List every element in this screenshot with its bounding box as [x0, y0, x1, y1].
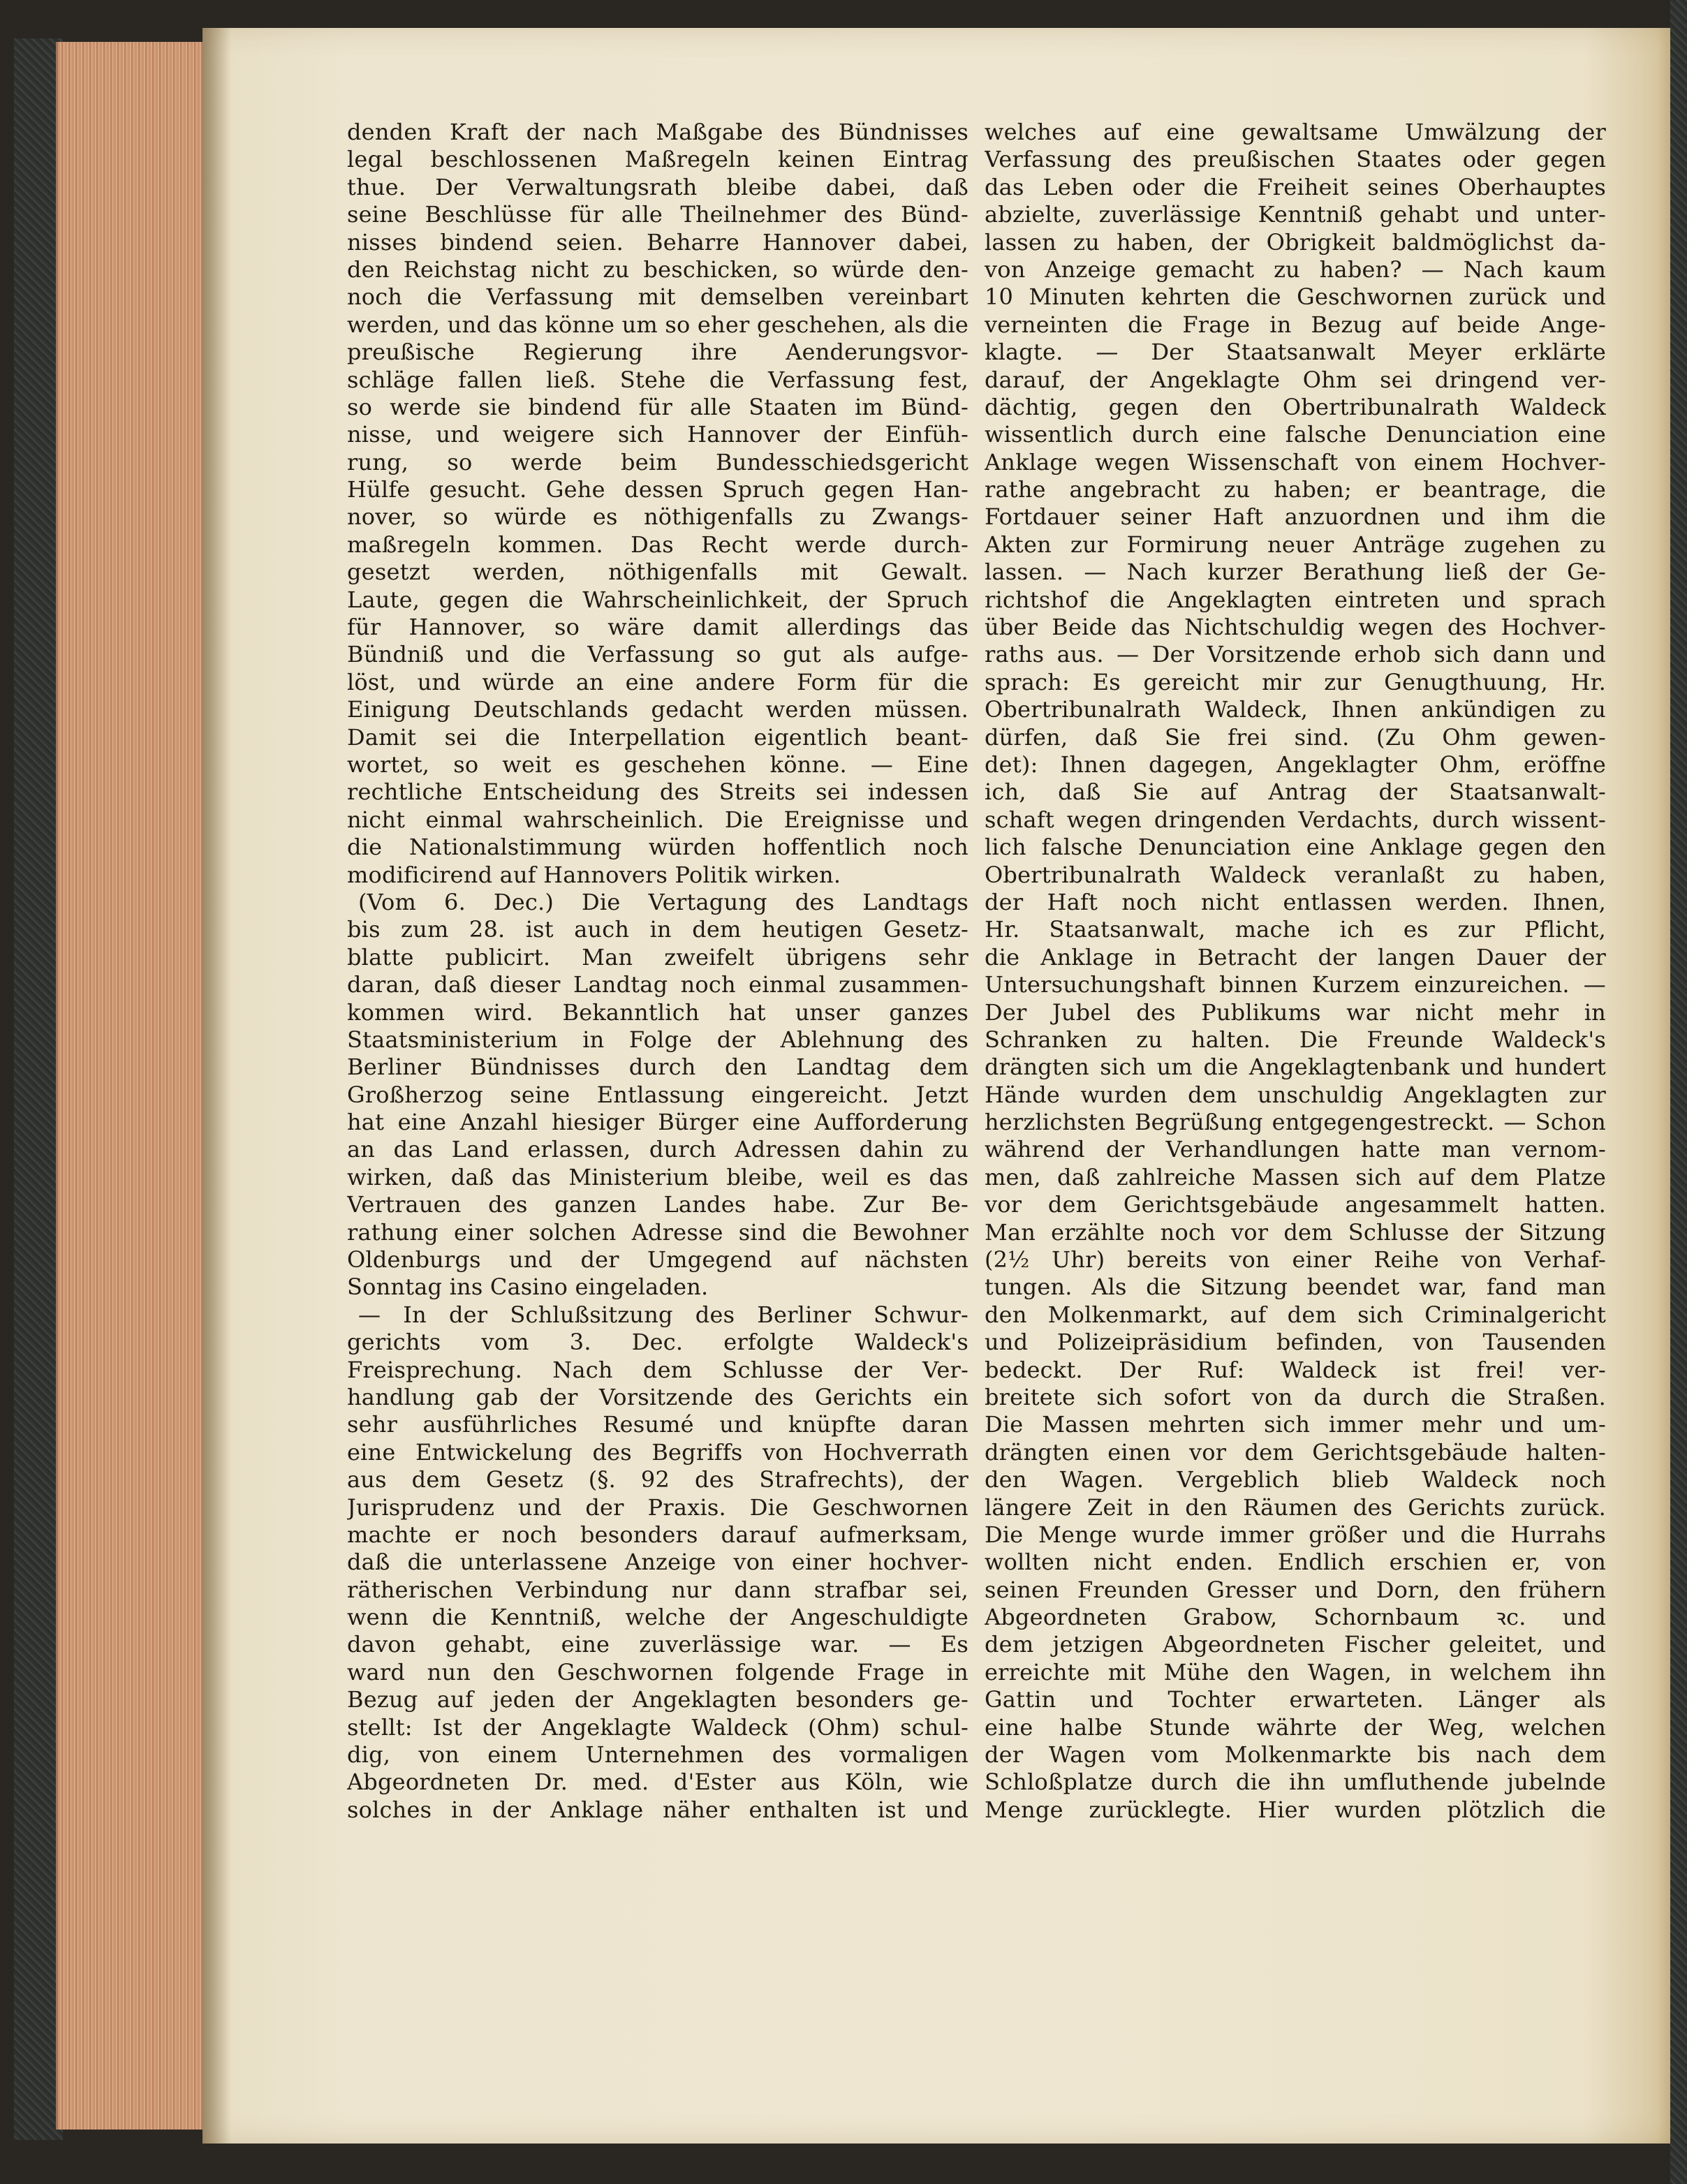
text-line: Fortdauer seiner Haft anzuordnen und ihm die	[985, 503, 1606, 531]
text-line: nicht einmal wahrscheinlich. Die Ereignisse und	[347, 806, 968, 833]
text-line: (Vom 6. Dec.) Die Vertagung des Landtags	[358, 888, 968, 915]
text-line: bis zum 28. ist auch in dem heutigen Gesetz-	[347, 916, 968, 943]
text-column-left	[347, 119, 968, 1824]
text-line: werden, und das könne um so eher geschehen, als die	[347, 311, 968, 338]
text-line: Abgeordneten Grabow, Schornbaum ꝛc. und	[985, 1604, 1606, 1631]
text-line: vor dem Gerichtsgebäude angesammelt hatten.	[985, 1191, 1606, 1218]
text-line: stellt: Ist der Angeklagte Waldeck (Ohm) schul-	[347, 1713, 968, 1741]
text-line: Bezug auf jeden der Angeklagten besonders ge-	[347, 1686, 968, 1713]
text-line: sprach: Es gereicht mir zur Genugthuung, Hr.	[985, 668, 1606, 695]
text-line: Schranken zu halten. Die Freunde Waldeck's	[985, 1026, 1606, 1053]
text-line: Damit sei die Interpellation eigentlich beant-	[347, 723, 968, 751]
text-line: drängten sich um die Angeklagtenbank und hundert	[985, 1054, 1606, 1081]
text-line: Menge zurücklegte. Hier wurden plötzlich die	[985, 1796, 1606, 1823]
book-cover-right	[1670, 0, 1687, 2184]
text-line: preußische Regierung ihre Aenderungsvor-	[347, 339, 968, 366]
text-line: wortet, so weit es geschehen könne. — Eine	[347, 751, 968, 778]
text-line: drängten einen vor dem Gerichtsgebäude halten-	[985, 1438, 1606, 1466]
text-line: Anklage wegen Wissenschaft von einem Hochver-	[985, 448, 1606, 475]
text-line: rechtliche Entscheidung des Streits sei indessen	[347, 779, 968, 806]
text-line: eine halbe Stunde währte der Weg, welchen	[985, 1713, 1606, 1741]
text-line: und Polizeipräsidium befinden, von Tausenden	[985, 1329, 1606, 1356]
text-line: legal beschlossenen Maßregeln keinen Eintrag	[347, 146, 968, 173]
text-line: den Reichstag nicht zu beschicken, so würde den-	[347, 256, 968, 283]
text-line: handlung gab der Vorsitzende des Gerichts ein	[347, 1383, 968, 1410]
text-column-right	[985, 119, 1606, 1824]
text-line: schläge fallen ließ. Stehe die Verfassung fest,	[347, 366, 968, 393]
text-line: Jurisprudenz und der Praxis. Die Geschwornen	[347, 1493, 968, 1521]
text-line: lassen zu haben, der Obrigkeit baldmöglichst da-	[985, 228, 1606, 256]
text-line: rathe angebracht zu haben; er beantrage, die	[985, 476, 1606, 503]
text-line: breitete sich sofort von da durch die Straßen.	[985, 1383, 1606, 1410]
text-line: von Anzeige gemacht zu haben? — Nach kaum	[985, 256, 1606, 283]
text-line: Untersuchungshaft binnen Kurzem einzureichen. —	[985, 971, 1606, 998]
text-line: der Haft noch nicht entlassen werden. Ihnen,	[985, 888, 1606, 915]
text-line: Hr. Staatsanwalt, mache ich es zur Pflicht,	[985, 916, 1606, 943]
text-line: darauf, der Angeklagte Ohm sei dringend ver-	[985, 366, 1606, 393]
text-line: erreichte mit Mühe den Wagen, in welchem ihn	[985, 1658, 1606, 1685]
text-line: die Anklage in Betracht der langen Dauer der	[985, 943, 1606, 971]
text-line: Abgeordneten Dr. med. d'Ester aus Köln, wie	[347, 1769, 968, 1796]
text-line: machte er noch besonders darauf aufmerksam,	[347, 1521, 968, 1548]
text-line: rung, so werde beim Bundesschiedsgericht	[347, 448, 968, 475]
text-line: lich falsche Denunciation eine Anklage gegen den	[985, 834, 1606, 861]
text-line: raths aus. — Der Vorsitzende erhob sich dann und	[985, 641, 1606, 668]
text-line: das Leben oder die Freiheit seines Oberhauptes	[985, 173, 1606, 200]
text-line: men, daß zahlreiche Massen sich auf dem Platze	[985, 1163, 1606, 1190]
text-line: gerichts vom 3. Dec. erfolgte Waldeck's	[347, 1329, 968, 1356]
text-line: ward nun den Geschwornen folgende Frage in	[347, 1658, 968, 1685]
text-line: verneinten die Frage in Bezug auf beide Ange-	[985, 311, 1606, 338]
text-line: wirken, daß das Ministerium bleibe, weil es das	[347, 1163, 968, 1190]
text-line: lassen. — Nach kurzer Berathung ließ der Ge-	[985, 559, 1606, 586]
text-line: nisse, und weigere sich Hannover der Einfüh-	[347, 421, 968, 448]
text-line: längere Zeit in den Räumen des Gerichts zurück.	[985, 1493, 1606, 1521]
text-line: für Hannover, so wäre damit allerdings das	[347, 614, 968, 641]
text-line: den Wagen. Vergeblich blieb Waldeck noch	[985, 1466, 1606, 1493]
text-line: solches in der Anklage näher enthalten ist und	[347, 1796, 968, 1823]
text-line: Berliner Bündnisses durch den Landtag dem	[347, 1054, 968, 1081]
page-edges	[56, 42, 205, 2130]
text-line: Hände wurden dem unschuldig Angeklagten zur	[985, 1081, 1606, 1108]
text-line: über Beide das Nichtschuldig wegen des Hochver-	[985, 614, 1606, 641]
text-line: dächtig, gegen den Obertribunalrath Waldeck	[985, 393, 1606, 420]
text-line: gesetzt werden, nöthigenfalls mit Gewalt.	[347, 559, 968, 586]
text-line: davon gehabt, eine zuverlässige war. — Es	[347, 1631, 968, 1658]
text-line: Laute, gegen die Wahrscheinlichkeit, der Spruch	[347, 586, 968, 613]
text-line: Verfassung des preußischen Staates oder gegen	[985, 146, 1606, 173]
text-line: der Wagen vom Molkenmarkte bis nach dem	[985, 1741, 1606, 1769]
text-line: abzielte, zuverlässige Kenntniß gehabt und unter-	[985, 201, 1606, 228]
text-line: blatte publicirt. Man zweifelt übrigens sehr	[347, 943, 968, 971]
text-line: schaft wegen dringenden Verdachts, durch wissent-	[985, 806, 1606, 833]
text-line: dem jetzigen Abgeordneten Fischer geleitet, und	[985, 1631, 1606, 1658]
text-line: klagte. — Der Staatsanwalt Meyer erklärte	[985, 339, 1606, 366]
text-line: noch die Verfassung mit demselben vereinbart	[347, 283, 968, 311]
text-line: Freisprechung. Nach dem Schlusse der Ver-	[347, 1356, 968, 1383]
text-line: eine Entwickelung des Begriffs von Hochverrath	[347, 1438, 968, 1466]
text-line: an das Land erlassen, durch Adressen dahin zu	[347, 1136, 968, 1163]
text-line: dig, von einem Unternehmen des vormaligen	[347, 1741, 968, 1769]
text-line: Sonntag ins Casino eingeladen.	[347, 1274, 709, 1301]
text-line: Großherzog seine Entlassung eingereicht. Jetzt	[347, 1081, 968, 1108]
page-gutter-shadow	[202, 28, 230, 2144]
text-line: seinen Freunden Gresser und Dorn, den frühern	[985, 1576, 1606, 1603]
text-line: 10 Minuten kehrten die Geschwornen zurück und	[985, 283, 1606, 311]
text-line: bedeckt. Der Ruf: Waldeck ist frei! ver-	[985, 1356, 1606, 1383]
text-line: maßregeln kommen. Das Recht werde durch-	[347, 531, 968, 558]
text-line: det): Ihnen dagegen, Angeklagter Ohm, eröffne	[985, 751, 1606, 778]
text-line: daß die unterlassene Anzeige von einer hochver-	[347, 1549, 968, 1576]
text-line: wissentlich durch eine falsche Denunciation eine	[985, 421, 1606, 448]
text-line: Oldenburgs und der Umgegend auf nächsten	[347, 1246, 968, 1274]
text-line: Obertribunalrath Waldeck veranlaßt zu haben,	[985, 861, 1606, 888]
text-line: modificirend auf Hannovers Politik wirken.	[347, 861, 841, 888]
text-line: Der Jubel des Publikums war nicht mehr in	[985, 998, 1606, 1026]
text-line: — In der Schlußsitzung des Berliner Schwur-	[358, 1301, 968, 1328]
text-line: Bündniß und die Verfassung so gut als aufge-	[347, 641, 968, 668]
text-line: aus dem Gesetz (§. 92 des Strafrechts), der	[347, 1466, 968, 1493]
text-line: während der Verhandlungen hatte man vernom-	[985, 1136, 1606, 1163]
text-line: die Nationalstimmung würden hoffentlich noch	[347, 834, 968, 861]
text-line: Schloßplatze durch die ihn umfluthende jubelnde	[985, 1769, 1606, 1796]
text-line: seine Beschlüsse für alle Theilnehmer des Bünd-	[347, 201, 968, 228]
text-line: rätherischen Verbindung nur dann strafbar sei,	[347, 1576, 968, 1603]
text-line: ich, daß Sie auf Antrag der Staatsanwalt-	[985, 779, 1606, 806]
text-line: nisses bindend seien. Beharre Hannover dabei,	[347, 228, 968, 256]
text-line: hat eine Anzahl hiesiger Bürger eine Aufforderung	[347, 1109, 968, 1136]
text-line: richtshof die Angeklagten eintreten und sprach	[985, 586, 1606, 613]
text-line: Hülfe gesucht. Gehe dessen Spruch gegen Han-	[347, 476, 968, 503]
text-line: den Molkenmarkt, auf dem sich Criminalgericht	[985, 1301, 1606, 1328]
text-line: denden Kraft der nach Maßgabe des Bündnisses	[347, 119, 968, 145]
text-line: Gattin und Tochter erwarteten. Länger als	[985, 1686, 1606, 1713]
text-line: so werde sie bindend für alle Staaten im Bünd-	[347, 393, 968, 420]
text-line: thue. Der Verwaltungsrath bleibe dabei, daß	[347, 173, 968, 200]
text-line: rathung einer solchen Adresse sind die Bewohner	[347, 1218, 968, 1246]
text-line: Die Massen mehrten sich immer mehr und um-	[985, 1411, 1606, 1438]
text-line: (2½ Uhr) bereits von einer Reihe von Verhaf-	[985, 1246, 1606, 1274]
text-line: dürfen, daß Sie frei sind. (Zu Ohm gewen-	[985, 723, 1606, 751]
text-line: Akten zur Formirung neuer Anträge zugehen zu	[985, 531, 1606, 558]
text-line: herzlichsten Begrüßung entgegengestreckt. — Schon	[985, 1109, 1606, 1136]
text-line: Obertribunalrath Waldeck, Ihnen ankündigen zu	[985, 696, 1606, 723]
text-line: wollten nicht enden. Endlich erschien er, von	[985, 1549, 1606, 1576]
text-line: tungen. Als die Sitzung beendet war, fand man	[985, 1274, 1606, 1301]
text-line: wenn die Kenntniß, welche der Angeschuldigte	[347, 1604, 968, 1631]
text-line: Einigung Deutschlands gedacht werden müssen.	[347, 696, 968, 723]
text-line: sehr ausführliches Resumé und knüpfte daran	[347, 1411, 968, 1438]
text-line: Staatsministerium in Folge der Ablehnung des	[347, 1026, 968, 1053]
text-line: Man erzählte noch vor dem Schlusse der Sitzung	[985, 1218, 1606, 1246]
text-line: nover, so würde es nöthigenfalls zu Zwangs-	[347, 503, 968, 531]
text-line: Vertrauen des ganzen Landes habe. Zur Be-	[347, 1191, 968, 1218]
text-line: daran, daß dieser Landtag noch einmal zusammen-	[347, 971, 968, 998]
text-line: Die Menge wurde immer größer und die Hurrahs	[985, 1521, 1606, 1548]
text-line: welches auf eine gewaltsame Umwälzung der	[985, 119, 1606, 145]
text-line: löst, und würde an eine andere Form für die	[347, 668, 968, 695]
text-line: kommen wird. Bekanntlich hat unser ganzes	[347, 998, 968, 1026]
